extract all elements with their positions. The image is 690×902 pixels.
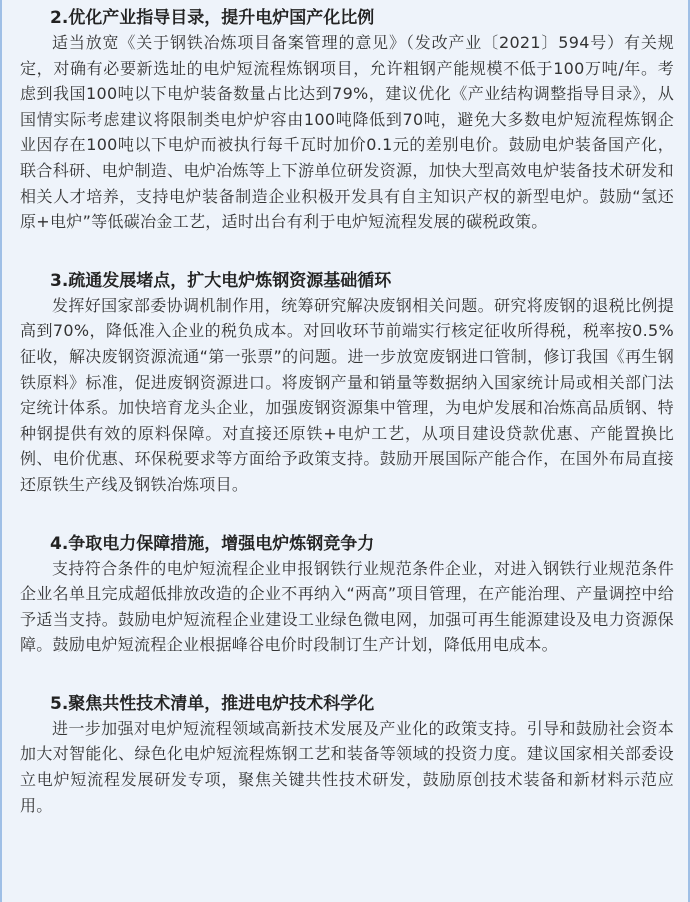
section-4-heading: 4.争取电力保障措施，增强电炉炼钢竞争力	[50, 533, 375, 554]
section-3-body: 发挥好国家部委协调机制作用，统筹研究解决废钢相关问题。研究将废钢的退税比例提高到70%，降低准入企业的税负成本。对回收环节前端实行核定征收所得税，税率按0.5%征收，解决废钢资源流通“第一张票”的问题。进一步放宽废钢进口管制，修订我国《再生钢铁原料》标准，促进废钢资源进口。将废钢产量和销量等数据纳入国家统计局或相关部门法定统计体系。加快培育龙头企业，加强废钢资源集中管理，为电炉发展和冶炼高品质钢、特种钢提供有效的原料保障。对直接还原铁+电炉工艺，从项目建设贷款优惠、产能置换比例、电价优惠、环保税要求等方面给予政策支持。鼓励开展国际产能合作，在国外布局直接还原铁生产线及钢铁冶炼项目。	[20, 295, 674, 494]
section-5-heading: 5.聚焦共性技术清单，推进电炉技术科学化	[50, 693, 375, 714]
section-4	[20, 532, 674, 658]
section-5	[20, 692, 674, 818]
section-4-body: 支持符合条件的电炉短流程企业申报钢铁行业规范条件企业，对进入钢铁行业规范条件企业名单且完成超低排放改造的企业不再纳入“两高”项目管理，在产能治理、产量调控中给予适当支持。鼓励电炉短流程企业建设工业绿色微电网，加强可再生能源建设及电力资源保障。鼓励电炉短流程企业根据峰谷电价时段制订生产计划，降低用电成本。	[20, 558, 674, 655]
section-3-heading: 3.疏通发展堵点，扩大电炉炼钢资源基础循环	[50, 270, 392, 291]
section-3	[20, 269, 674, 498]
section-5-body: 进一步加强对电炉短流程领域高新技术发展及产业化的政策支持。引导和鼓励社会资本加大对智能化、绿色化电炉短流程炼钢工艺和装备等领域的投资力度。建议国家相关部委设立电炉短流程发展研发专项，聚焦关键共性技术研发，鼓励原创技术装备和新材料示范应用。	[20, 718, 674, 815]
section-2-heading: 2.优化产业指导目录，提升电炉国产化比例	[50, 8, 375, 28]
section-2	[20, 0, 674, 235]
section-2-body: 适当放宽《关于钢铁冶炼项目备案管理的意见》（发改产业〔2021〕594号）有关规定，对确有必要新选址的电炉短流程炼钢项目，允许粗钢产能规模不低于100万吨/年。考虑到我国100吨以下电炉装备数量占比达到79%，建议优化《产业结构调整指导目录》，从国情实际考虑建议将限制类电炉炉容由100吨降低到70吨，避免大多数电炉短流程炼钢企业因存在100吨以下电炉而被执行每千瓦时加价0.1元的差别电价。鼓励电炉装备国产化，联合科研、电炉制造、电炉冶炼等上下游单位研发资源，加快大型高效电炉装备技术研发和相关人才培养，支持电炉装备制造企业积极开发具有自主知识产权的新型电炉。鼓励“氢还原+电炉”等低碳冶金工艺，适时出台有利于电炉短流程发展的碳税政策。	[20, 33, 674, 232]
